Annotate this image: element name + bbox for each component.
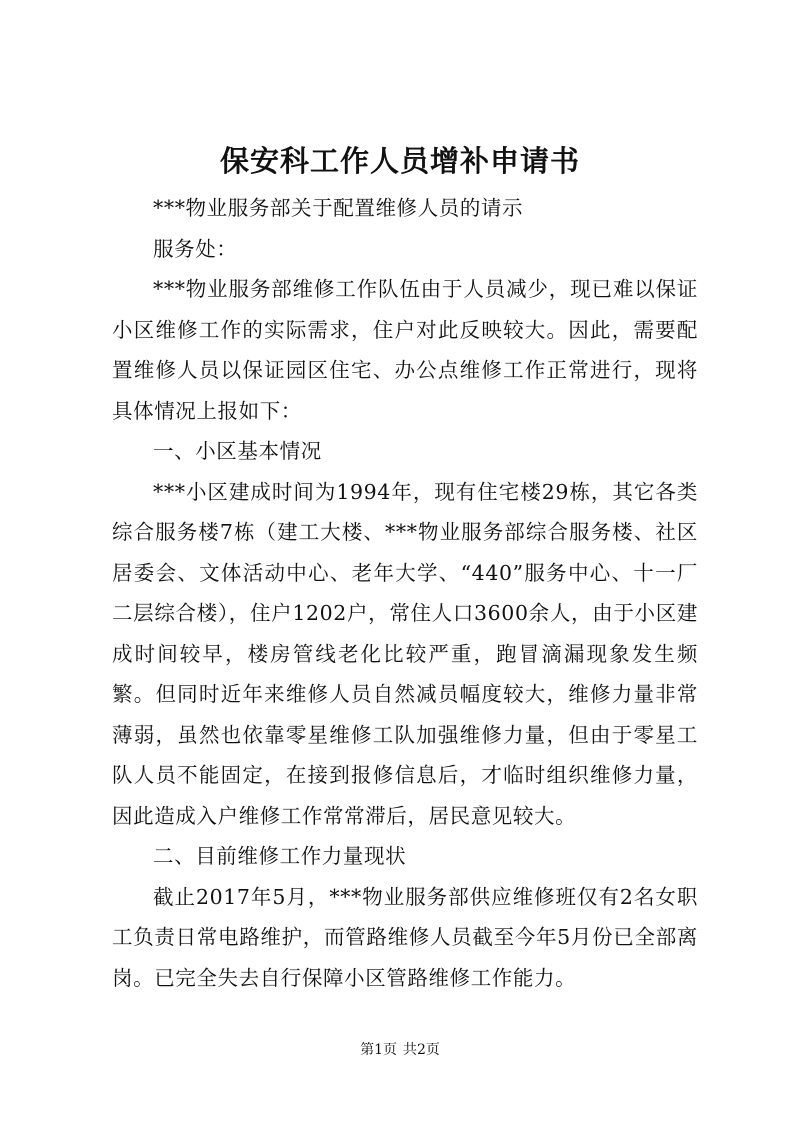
section-heading-basic-situation: 一、小区基本情况 xyxy=(153,439,322,463)
document-body xyxy=(112,188,698,998)
page-footer xyxy=(0,1040,800,1060)
basic-situation-paragraph: ***小区建成时间为1994年，现有住宅楼29栋，其它各类综合服务楼7栋（建工大楼、***物业服务部综合服务楼、社区居委会、文体活动中心、老年大学、“440”服务中心、十一厂二层综合楼），住户1202户，常住人口3600余人，由于小区建成时间较早，楼房管线老化比较严重，跑冒滴漏现象发生频繁。但同时近年来维修人员自然减员幅度较大，维修力量非常薄弱，虽然也依靠零星维修工队加强维修力量，但由于零星工队人员不能固定，在接到报修信息后，才临时组织维修力量，因此造成入户维修工作常常滞后，居民意见较大。 xyxy=(112,479,698,828)
request-heading: ***物业服务部关于配置维修人员的请示 xyxy=(153,196,524,220)
current-status-paragraph: 截止2017年5月，***物业服务部供应维修班仅有2名女职工负责日常电路维护，而管路维修人员截至今年5月份已全部离岗。已完全失去自行保障小区管路维修工作能力。 xyxy=(112,884,698,990)
document-title: 保安科工作人员增补申请书 xyxy=(219,144,580,178)
intro-paragraph: ***物业服务部维修工作队伍由于人员减少，现已难以保证小区维修工作的实际需求，住户对此反映较大。因此，需要配置维修人员以保证园区住宅、办公点维修工作正常进行，现将具体情况上报如下： xyxy=(112,277,698,423)
salutation: 服务处： xyxy=(153,236,238,261)
section-heading-current-status: 二、目前维修工作力量现状 xyxy=(153,844,407,868)
page-total: 共2页 xyxy=(403,1042,440,1058)
page-number: 第1页 xyxy=(360,1042,397,1058)
